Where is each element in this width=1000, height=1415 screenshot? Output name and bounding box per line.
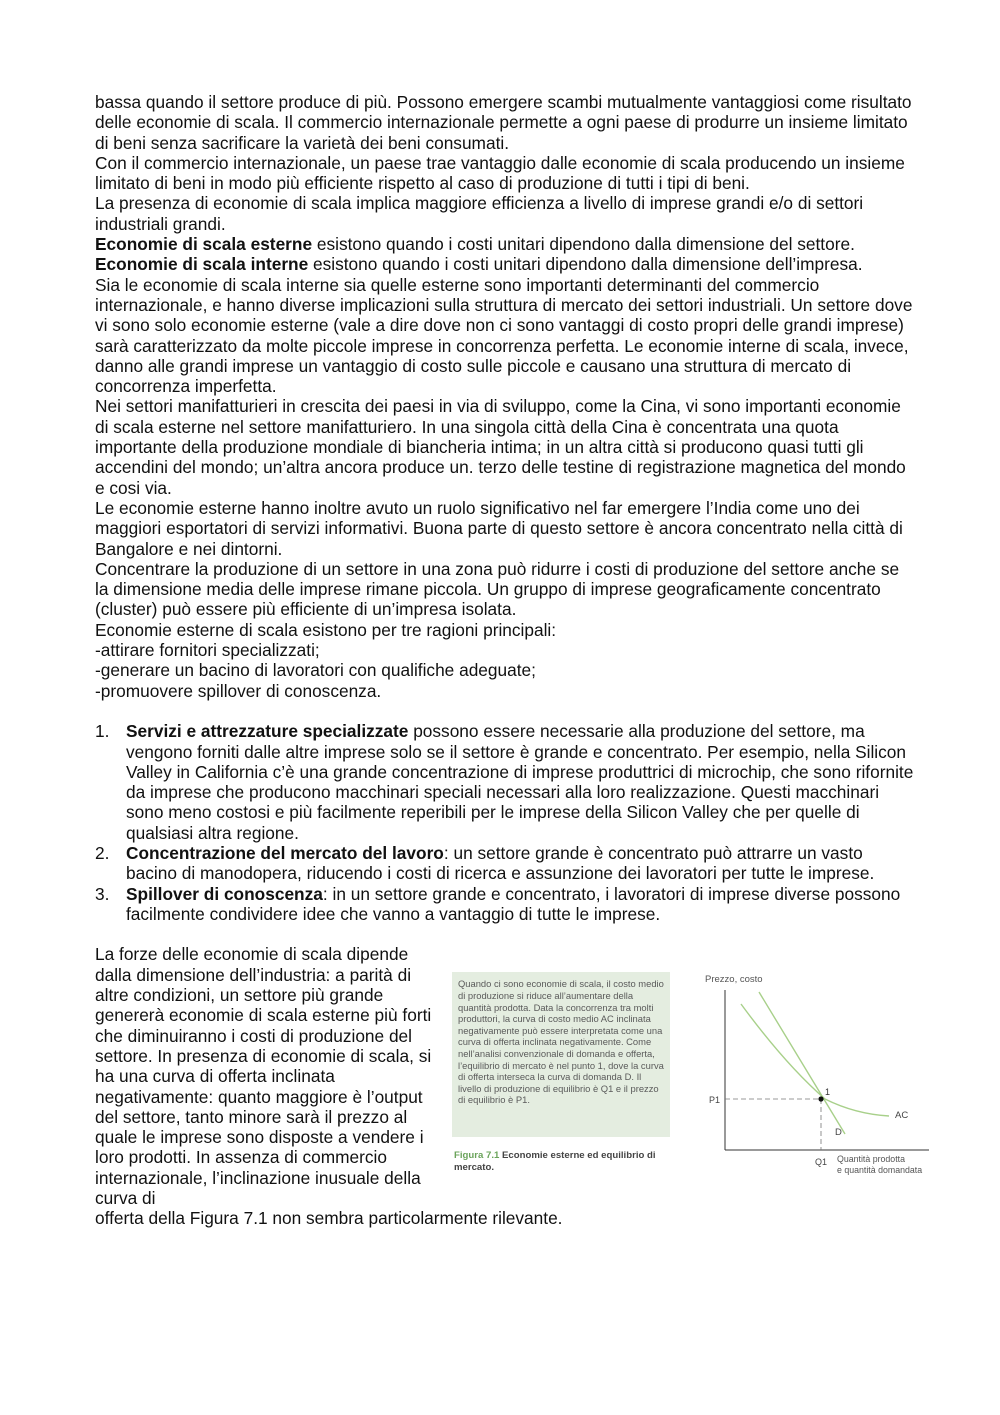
paragraph: Le economie esterne hanno inoltre avuto un ruolo significativo nel far emergere l’India come uno dei maggiori esportatori di servizi informativi. Buona parte di questo settore è ancora concentrato nella città di Bangalore e nei dintorni. — [95, 497, 903, 559]
paragraph: Con il commercio internazionale, un paese trae vantaggio dalle economie di scala producendo un insieme limitato di beni in modo più efficiente rispetto al caso di produzione di tutti i tipi di beni. — [95, 152, 905, 194]
supply-demand-chart — [697, 962, 937, 1192]
point-label: 1 — [825, 1087, 831, 1098]
paragraph: Economie esterne di scala esistono per tre ragioni principali: — [95, 619, 557, 640]
paragraph: La presenza di economie di scala implica maggiore efficienza a livello di imprese grandi e/o di settori industriali grandi. — [95, 193, 864, 234]
x-axis-label-line2: e quantità domandata — [837, 1165, 923, 1176]
y-axis-label: Prezzo, costo — [705, 974, 763, 986]
paragraph: Concentrare la produzione di un settore in una zona può ridurre i costi di produzione del settore anche se la dimensione media delle imprese rimane piccola. Un gruppo di imprese geograficamente concentrato (cluster) può essere più efficiente di un’impresa isolata. — [95, 558, 900, 620]
figure-caption: Quando ci sono economie di scala, il costo medio di produzione si riduce all’aumentare della quantità prodotta. Data la concorrenza tra molti produttori, la curva di costo medio AC inclinata negativamente può essere interpretata come una curva di offerta inclinata negativamente. Come nell’analisi convenzionale di domanda e offerta, l’equilibrio di mercato è nel punto 1, dove la curva di offerta interseca la curva di domanda D. Il livello di produzione di equilibrio è Q1 e il prezzo di equilibrio è P1. — [452, 972, 670, 1137]
bottom-section — [95, 944, 923, 1229]
list-number: 3. — [95, 883, 110, 904]
spacer — [95, 701, 915, 721]
figure-title — [454, 1150, 674, 1174]
term-internal: Economie di scala interne — [95, 254, 309, 275]
chart-series-ac — [741, 1004, 825, 1099]
figure-name: Economie esterne ed equilibrio di mercato. — [454, 1150, 656, 1174]
reasons-list — [95, 721, 915, 924]
definition-internal — [95, 254, 915, 274]
series-label-d: D — [835, 1127, 842, 1139]
figure-7-1 — [452, 962, 942, 1192]
paragraph: Nei settori manifatturieri in crescita dei paesi in via di sviluppo, come la Cina, vi sono importanti economie di scala esterne nel settore manifatturiero. In una singola città della Cina è concentrata una quota importante della produzione mondiale di biancheria intima; in un altra città si producono quasi tutti gli accendini del mondo; un’altra ancora produce un. terzo delle testine di registrazione magnetica del mondo e cosi via. — [95, 396, 906, 498]
equilibrium-point — [818, 1097, 823, 1102]
chart-series-ac — [825, 1099, 889, 1116]
bullet-item: -promuovere spillover di conoscenza. — [95, 680, 382, 701]
reason-term: Servizi e attrezzature specializzate — [126, 721, 409, 742]
reason-term: Concentrazione del mercato del lavoro — [126, 842, 444, 863]
bullet-item: -attirare fornitori specializzati; — [95, 640, 320, 661]
term-external: Economie di scala esterne — [95, 234, 313, 255]
reason-item — [95, 884, 915, 925]
paragraph: Sia le economie di scala interne sia quelle esterne sono importanti determinanti del commercio internazionale, e hanno diverse implicazioni sulla struttura di mercato dei settori industriali. Un settore dove vi sono solo economie esterne (vale a dire dove non ci sono vantaggi di costo propri delle grandi imprese) sarà caratterizzato da molte piccole imprese in concorrenza perfetta. Le economie interne di scala, invece, danno alle grandi imprese un vantaggio di costo sulle piccole e causano una struttura di mercato di concorrenza imperfetta. — [95, 274, 913, 397]
document-page — [95, 92, 923, 1229]
figure-number: Figura 7.1 — [454, 1150, 500, 1162]
x-axis-label-line1: Quantità prodotta — [837, 1154, 905, 1165]
list-number: 1. — [95, 721, 110, 742]
reason-item — [95, 721, 915, 843]
series-label-ac: AC — [895, 1110, 909, 1122]
chart-series-d — [759, 992, 845, 1134]
definition-text: esistono quando i costi unitari dipendono dalla dimensione dell’impresa. — [308, 254, 863, 275]
reason-item — [95, 843, 915, 884]
x-axis-label — [837, 1154, 922, 1175]
bullet-item: -generare un bacino di lavoratori con qualifiche adeguate; — [95, 660, 536, 681]
paragraph: La forze delle economie di scala dipende dalla dimensione dell’industria: a parità di altre condizioni, un settore più grande genererà economie di scala esterne più forti che diminuiranno i costi di produzione del settore. In presenza di economie di scala, si ha una curva di offerta inclinata negativamente: quanto maggiore è l’output del settore, tanto minore sarà il prezzo al quale le imprese sono disposte a vendere i loro prodotti. In assenza di commercio internazionale, l’inclinazione inusuale della curva di — [95, 944, 432, 1209]
y-tick-label: P1 — [709, 1095, 721, 1106]
reason-term: Spillover di conoscenza — [126, 883, 323, 904]
reason-text: : in un settore grande e concentrato, i lavoratori di imprese diverse possono facilmente condividere idee che vanno a vantaggio di tutte le imprese. — [126, 883, 901, 924]
reason-text: : un settore grande è concentrato può attrarre un vasto bacino di manodopera, riducendo i costi di ricerca e assunzione dei lavoratori per tutte le imprese. — [126, 842, 875, 884]
definition-text: esistono quando i costi unitari dipendono dalla dimensione del settore. — [312, 234, 855, 255]
reason-text: possono essere necessarie alla produzione del settore, ma vengono forniti dalle altre imprese solo se il settore è grande e concentrato. Per esempio, nella Silicon Valley in California c’è una grande concentrazione di imprese produttrici di microchip, che sono rifornite da imprese che producono macchinari speciali necessari alla loro realizzazione. Questi macchinari sono meno costosi e più facilmente reperibili per le imprese della Silicon Valley che per quelle di qualsiasi altra regione. — [126, 721, 914, 843]
list-number: 2. — [95, 842, 110, 863]
x-tick-label: Q1 — [815, 1157, 828, 1168]
paragraph: bassa quando il settore produce di più. Possono emergere scambi mutualmente vantaggiosi come risultato delle economie di scala. Il commercio internazionale permette a ogni paese di produrre un insieme limitato di beni senza sacrificare la varietà dei beni consumati. — [95, 92, 912, 153]
definition-external — [95, 234, 915, 254]
paragraph-last-line: offerta della Figura 7.1 non sembra particolarmente rilevante. — [95, 1208, 563, 1229]
